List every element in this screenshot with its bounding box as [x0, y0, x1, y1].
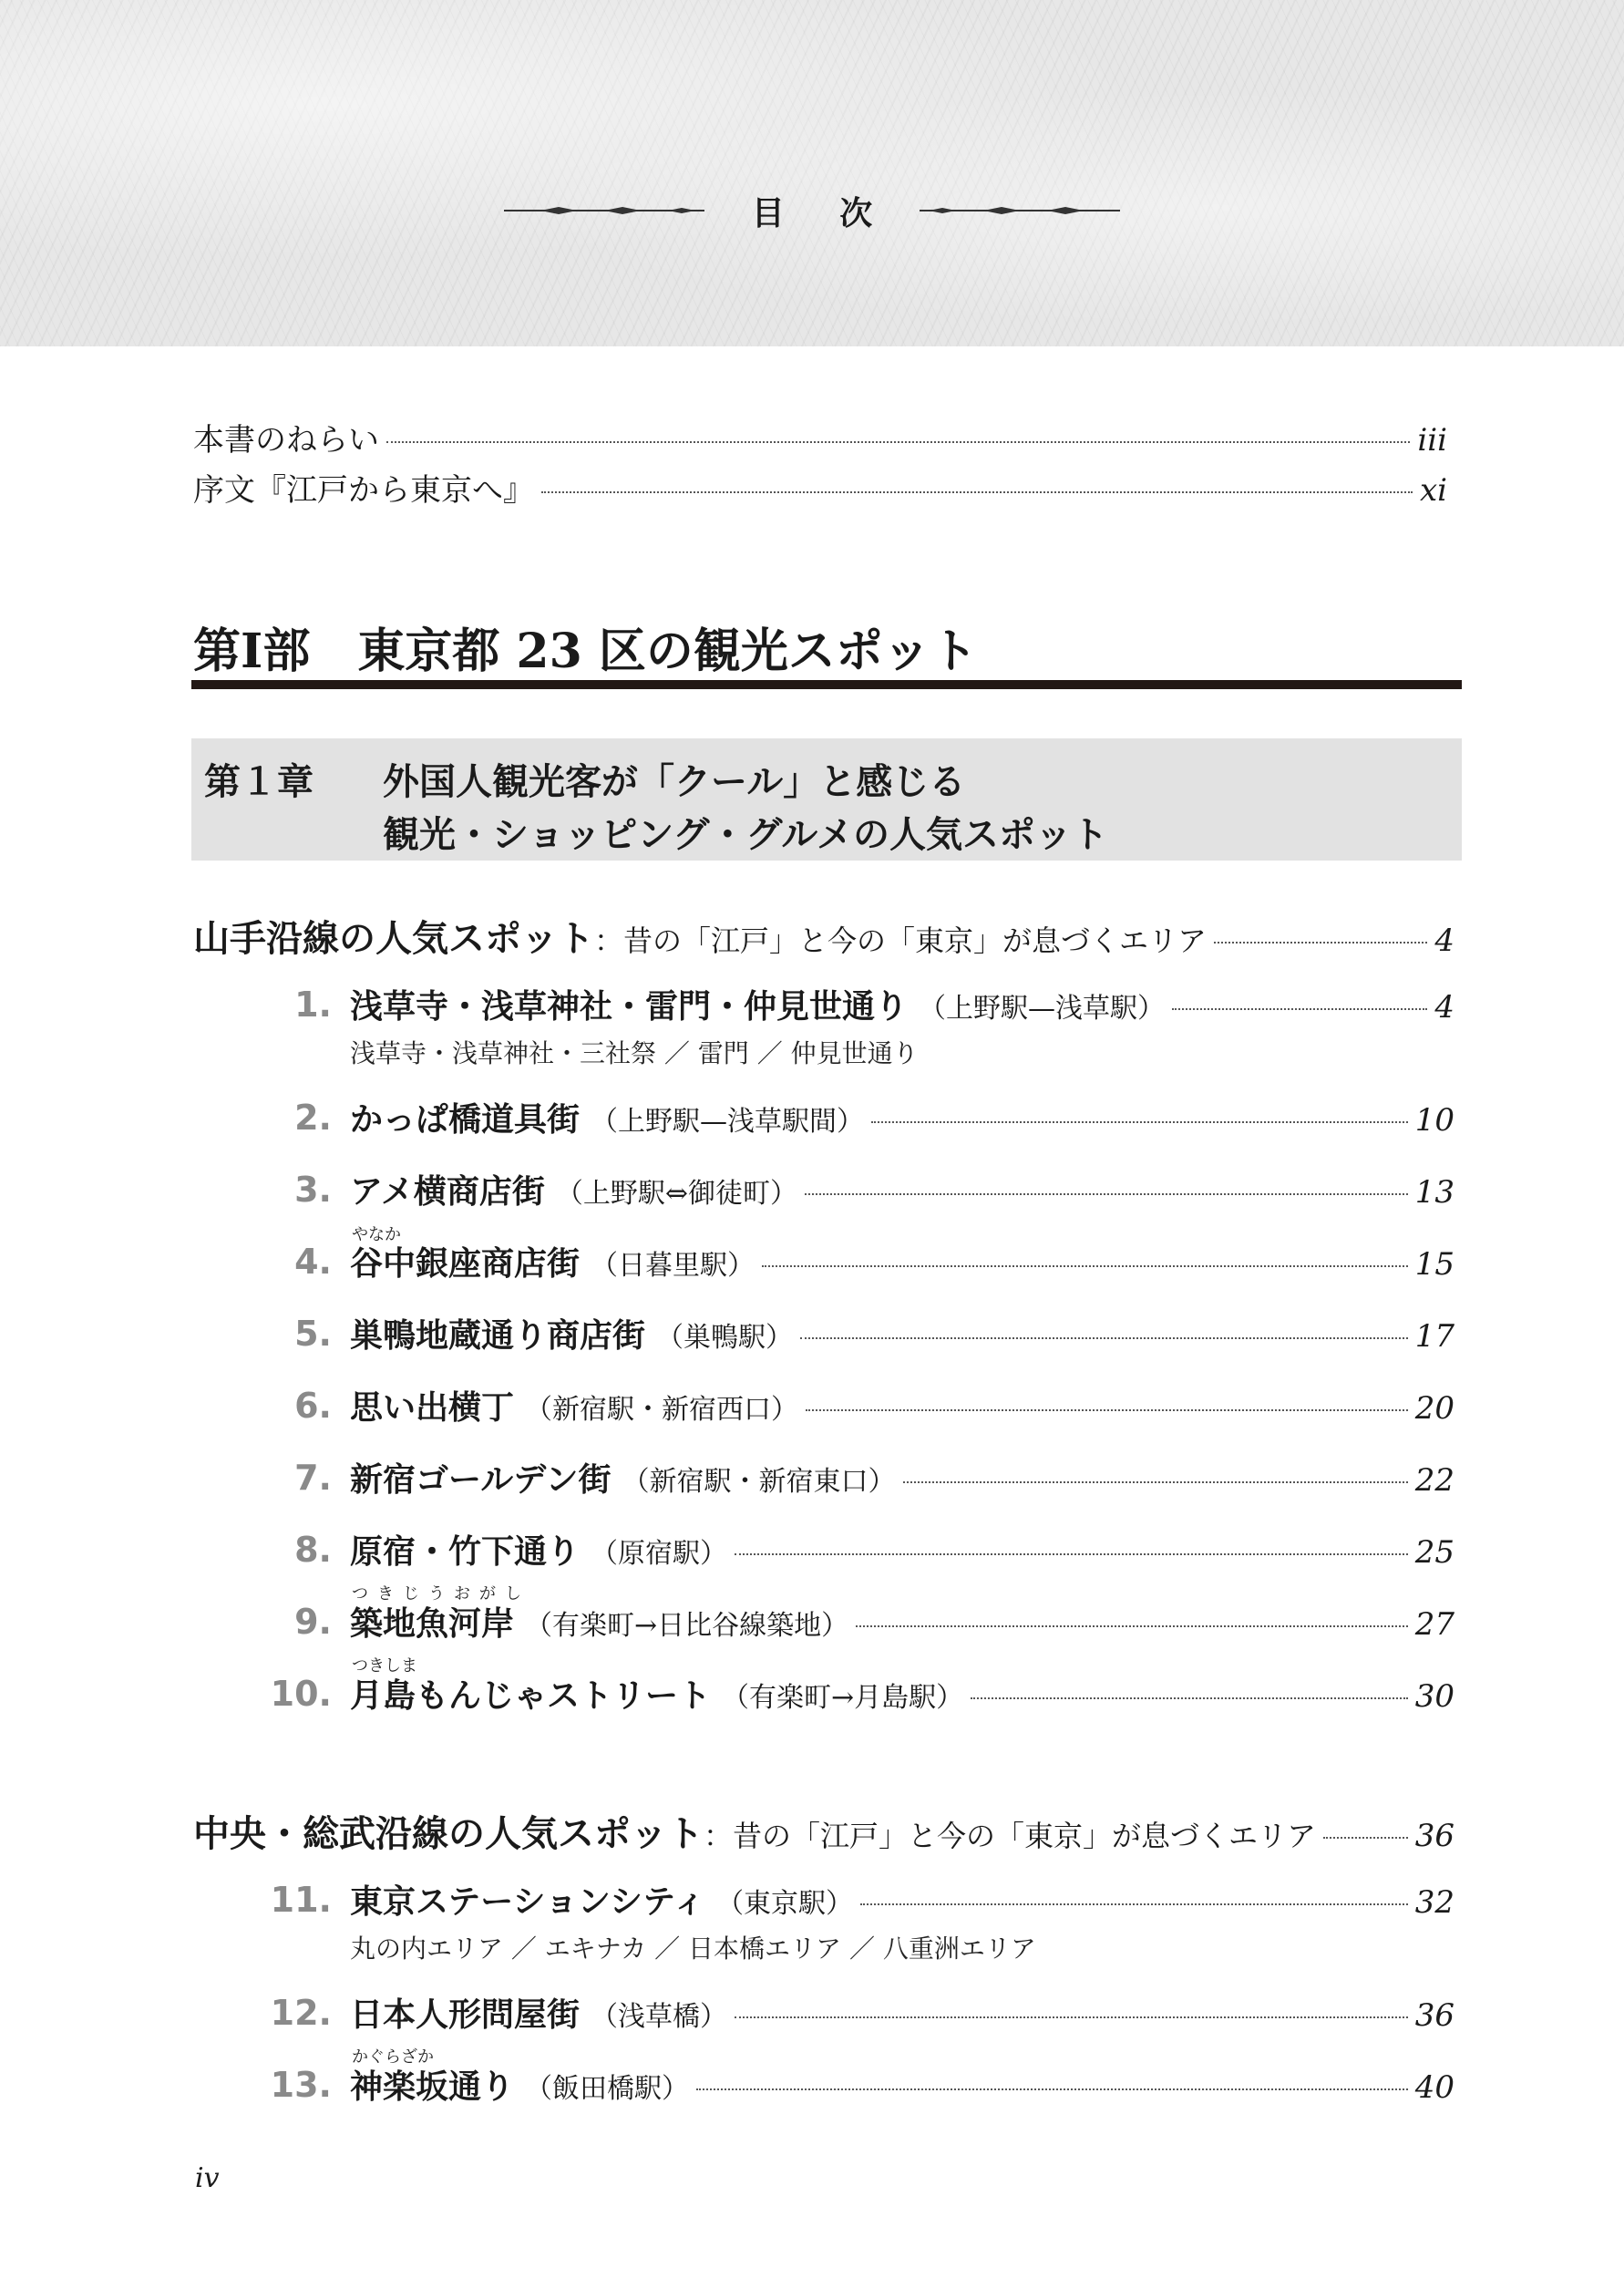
entry-number: 8.	[294, 1530, 332, 1570]
toc-entry-front-1[interactable]	[0, 415, 1624, 459]
chapter-title-line-2: 観光・ショッピング・グルメの人気スポット	[383, 814, 1108, 856]
page-number: 15	[1414, 1246, 1454, 1283]
entry-number: 4.	[294, 1242, 332, 1282]
page-number: 17	[1414, 1318, 1454, 1355]
entry-title: 築地魚河岸	[350, 1605, 515, 1643]
dot-leader	[806, 1409, 1408, 1411]
dot-leader	[860, 1903, 1408, 1905]
entry-number: 5.	[294, 1314, 332, 1354]
dot-leader	[1323, 1837, 1408, 1839]
page-folio: iv	[195, 2162, 220, 2194]
dot-leader	[735, 1553, 1408, 1555]
toc-entry-7[interactable]	[0, 1454, 1624, 1500]
page-number: xi	[1419, 472, 1447, 509]
page-number: 32	[1414, 1884, 1454, 1921]
toc-entry-11[interactable]	[0, 1876, 1624, 1923]
entry-note: （有楽町→日比谷線築地）	[525, 1610, 849, 1642]
dot-leader	[1172, 1008, 1427, 1010]
entry-note: （上野駅⇔御徒町）	[555, 1178, 797, 1210]
section-title: 山手沿線の人気スポット	[193, 918, 594, 960]
entry-number: 2.	[294, 1098, 332, 1138]
entry-note: （原宿駅）	[591, 1538, 728, 1570]
page-number: 4	[1434, 923, 1454, 959]
section-heading-chuo-sobu[interactable]	[0, 1805, 1624, 1857]
section-heading-yamanote[interactable]	[0, 910, 1624, 962]
entry-title: 月島もんじゃストリート	[350, 1677, 712, 1715]
entry-title: 原宿・竹下通り	[350, 1533, 581, 1571]
entry-note: （新宿駅・新宿西口）	[525, 1394, 799, 1426]
toc-header	[0, 179, 1624, 242]
entry-title: アメ横商店街	[350, 1173, 545, 1211]
entry-title: 思い出横丁	[350, 1389, 515, 1427]
page-number: iii	[1417, 422, 1447, 459]
entry-note: （東京駅）	[716, 1888, 854, 1920]
entry-title: かっぱ橋道具街	[350, 1101, 581, 1139]
toc-title: 目 次	[751, 194, 895, 232]
dot-leader	[800, 1337, 1408, 1339]
entry-ruby: つきじうおがし	[352, 1584, 530, 1604]
entry-title: 日本人形問屋街	[350, 1996, 581, 2034]
dot-leader	[971, 1697, 1408, 1699]
entry-number: 7.	[294, 1458, 332, 1498]
page-number: 40	[1414, 2069, 1454, 2106]
entry-label: 序文『江戸から東京へ』	[193, 472, 534, 509]
toc-entry-6[interactable]	[0, 1382, 1624, 1428]
entry-note: （浅草橋）	[591, 2001, 728, 2033]
chapter-title-line-1: 外国人観光客が「クール」と感じる	[383, 761, 966, 803]
toc-entry-9[interactable]	[0, 1598, 1624, 1645]
entry-number: 11.	[270, 1880, 332, 1920]
entry-number: 10.	[270, 1674, 332, 1714]
page-number: 20	[1414, 1390, 1454, 1427]
toc-entry-2[interactable]	[0, 1094, 1624, 1140]
dot-leader	[856, 1625, 1408, 1627]
dot-leader	[871, 1121, 1408, 1123]
entry-label: 本書のねらい	[193, 422, 379, 459]
header-band	[0, 0, 1624, 346]
entry-title: 新宿ゴールデン街	[350, 1461, 612, 1499]
toc-entry-13[interactable]	[0, 2061, 1624, 2108]
right-ornament	[920, 201, 1120, 220]
entry-title: 谷中銀座商店街	[350, 1245, 581, 1283]
entry-note: （飯田橋駅）	[525, 2073, 690, 2105]
page-number: 30	[1414, 1678, 1454, 1715]
chapter-number: 第１章	[204, 761, 313, 803]
entry-note: （上野駅—浅草駅）	[919, 993, 1166, 1025]
toc-entry-4[interactable]	[0, 1238, 1624, 1284]
entry-subitems: 浅草寺・浅草神社・三社祭 ／ 雷門 ／ 仲見世通り	[350, 1038, 919, 1068]
dot-leader	[541, 491, 1413, 493]
entry-note: （巣鴨駅）	[656, 1322, 794, 1354]
dot-leader	[696, 2088, 1408, 2090]
left-ornament	[504, 201, 704, 220]
entry-subitems: 丸の内エリア ／ エキナカ ／ 日本橋エリア ／ 八重洲エリア	[350, 1934, 1036, 1964]
entry-ruby: やなか	[352, 1225, 401, 1244]
entry-note: （日暮里駅）	[591, 1250, 755, 1282]
entry-ruby: つきしま	[352, 1656, 417, 1676]
dot-leader	[386, 441, 1410, 443]
entry-number: 9.	[294, 1602, 332, 1642]
page-number: 27	[1414, 1606, 1454, 1643]
entry-note: （有楽町→月島駅）	[722, 1682, 964, 1714]
dot-leader	[903, 1481, 1408, 1483]
page-number: 4	[1434, 989, 1454, 1026]
entry-title: 浅草寺・浅草神社・雷門・仲見世通り	[350, 988, 909, 1026]
toc-entry-10[interactable]	[0, 1670, 1624, 1717]
toc-entry-front-2[interactable]	[0, 465, 1624, 510]
toc-entry-12[interactable]	[0, 1989, 1624, 2036]
dot-leader	[1214, 942, 1427, 944]
entry-number: 12.	[270, 1993, 332, 2033]
entry-number: 3.	[294, 1170, 332, 1210]
dot-leader	[805, 1193, 1408, 1195]
dot-leader	[762, 1265, 1408, 1267]
part-title: 第Ⅰ部 東京都 23 区の観光スポット	[193, 624, 978, 679]
page-number: 22	[1414, 1462, 1454, 1499]
entry-note: （新宿駅・新宿東口）	[622, 1466, 896, 1498]
section-subtitle: ：昔の「江戸」と今の「東京」が息づくエリア	[594, 923, 1208, 958]
toc-entry-5[interactable]	[0, 1310, 1624, 1356]
page-number: 36	[1414, 1997, 1454, 2034]
page-number: 25	[1414, 1534, 1454, 1571]
toc-entry-3[interactable]	[0, 1166, 1624, 1212]
page-number: 10	[1414, 1102, 1454, 1139]
entry-note: （上野駅—浅草駅間）	[591, 1106, 865, 1138]
entry-title: 東京ステーションシティ	[350, 1883, 706, 1921]
section-title: 中央・総武沿線の人気スポット	[193, 1813, 704, 1855]
entry-number: 6.	[294, 1386, 332, 1426]
entry-ruby: かぐらざか	[352, 2047, 434, 2067]
toc-entry-1[interactable]	[0, 981, 1624, 1027]
toc-entry-8[interactable]	[0, 1526, 1624, 1573]
part-rule	[191, 680, 1462, 689]
entry-number: 1.	[294, 985, 332, 1025]
entry-title: 神楽坂通り	[350, 2068, 515, 2106]
entry-number: 13.	[270, 2065, 332, 2105]
page-number: 36	[1414, 1818, 1454, 1854]
section-subtitle: ：昔の「江戸」と今の「東京」が息づくエリア	[704, 1819, 1317, 1853]
dot-leader	[735, 2016, 1408, 2018]
entry-title: 巣鴨地蔵通り商店街	[350, 1317, 646, 1355]
page-number: 13	[1414, 1174, 1454, 1211]
